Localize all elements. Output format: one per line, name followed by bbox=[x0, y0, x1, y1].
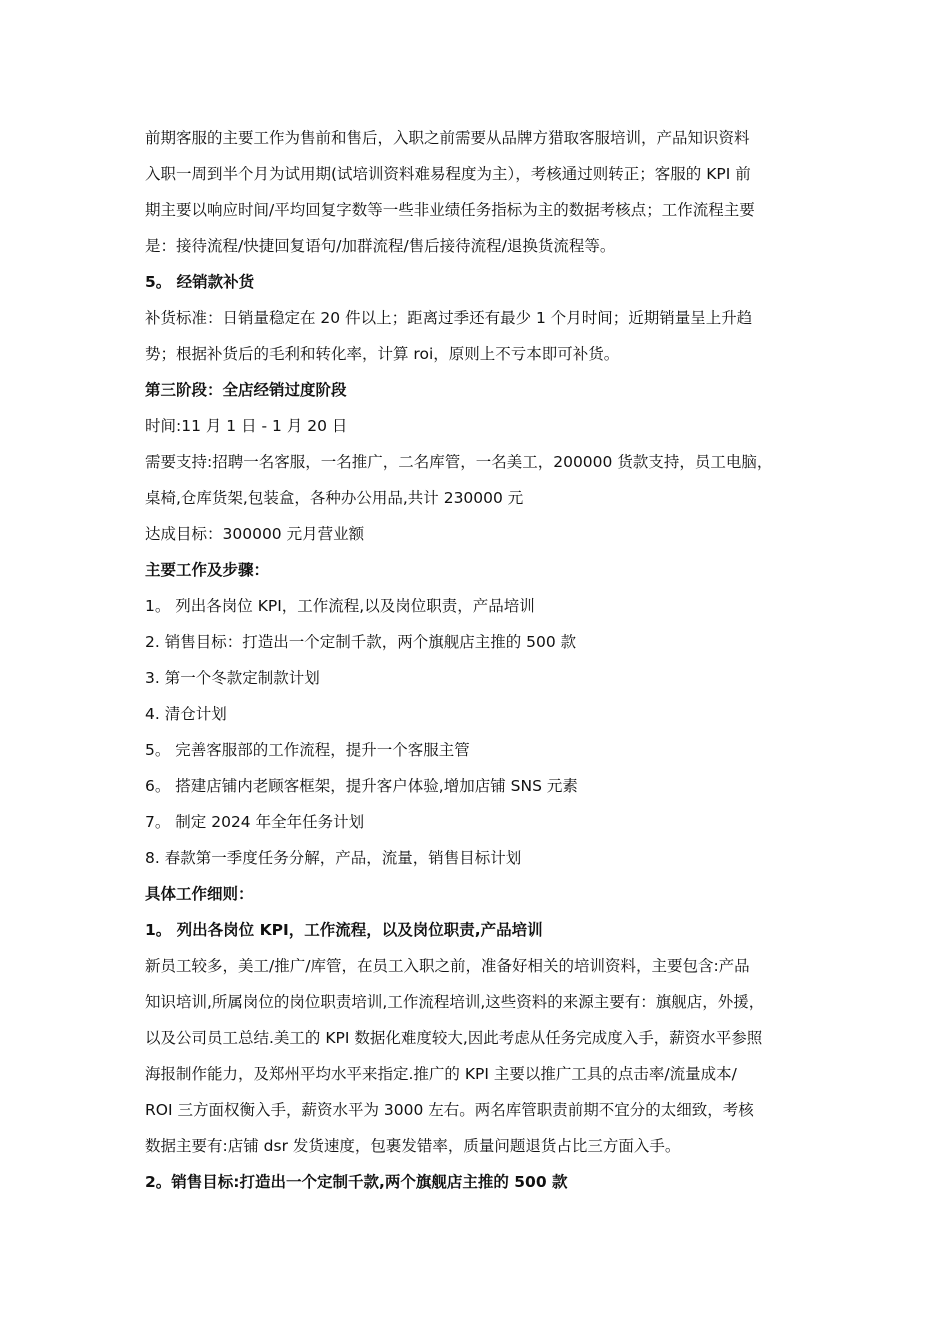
list-item: 4. 清仓计划 bbox=[145, 705, 227, 723]
text-line: 知识培训,所属岗位的岗位职责培训,工作流程培训,这些资料的来源主要有：旗舰店，外援， bbox=[145, 993, 765, 1011]
text-line: 前期客服的主要工作为售前和售后，入职之前需要从品牌方猎取客服培训，产品知识资料 bbox=[145, 129, 750, 147]
section-heading: 具体工作细则： bbox=[145, 885, 254, 903]
list-item: 7。 制定 2024 年全年任务计划 bbox=[145, 813, 365, 831]
document-page bbox=[145, 124, 825, 1204]
text-line: 桌椅,仓库货架,包装盒，各种办公用品,共计 230000 元 bbox=[145, 489, 524, 507]
section-heading: 主要工作及步骤： bbox=[145, 561, 270, 579]
text-line: 海报制作能力，及郑州平均水平来指定.推广的 KPI 主要以推广工具的点击率/流量成本/ bbox=[145, 1065, 737, 1083]
list-item: 3. 第一个冬款定制款计划 bbox=[145, 669, 320, 687]
text-line: 时间:11 月 1 日 - 1 月 20 日 bbox=[145, 417, 348, 435]
text-line: 期主要以响应时间/平均回复字数等一些非业绩任务指标为主的数据考核点；工作流程主要 bbox=[145, 201, 755, 219]
text-line: 补货标准：日销量稳定在 20 件以上；距离过季还有最少 1 个月时间；近期销量呈上升趋 bbox=[145, 309, 753, 327]
section-heading: 5。 经销款补货 bbox=[145, 273, 255, 291]
list-item: 2. 销售目标：打造出一个定制千款，两个旗舰店主推的 500 款 bbox=[145, 633, 577, 651]
text-line: 入职一周到半个月为试用期(试培训资料难易程度为主），考核通过则转正；客服的 KPI 前 bbox=[145, 165, 751, 183]
section-heading: 第三阶段：全店经销过度阶段 bbox=[145, 381, 347, 399]
section-heading: 2。销售目标:打造出一个定制千款,两个旗舰店主推的 500 款 bbox=[145, 1173, 568, 1191]
text-line: 新员工较多，美工/推广/库管，在员工入职之前，准备好相关的培训资料，主要包含:产品 bbox=[145, 957, 750, 975]
section-heading: 1。 列出各岗位 KPI，工作流程，以及岗位职责,产品培训 bbox=[145, 921, 543, 939]
list-item: 8. 春款第一季度任务分解，产品，流量，销售目标计划 bbox=[145, 849, 522, 867]
text-line: 是：接待流程/快捷回复语句/加群流程/售后接待流程/退换货流程等。 bbox=[145, 237, 616, 255]
text-line: 以及公司员工总结.美工的 KPI 数据化难度较大,因此考虑从任务完成度入手，薪资水平参照 bbox=[145, 1029, 763, 1047]
text-line: 需要支持:招聘一名客服，一名推广，二名库管，一名美工，200000 货款支持，员工电脑， bbox=[145, 453, 773, 471]
text-line: ROI 三方面权衡入手，薪资水平为 3000 左右。两名库管职责前期不宜分的太细致，考核 bbox=[145, 1101, 754, 1119]
text-line: 达成目标：300000 元月营业额 bbox=[145, 525, 365, 543]
list-item: 5。 完善客服部的工作流程，提升一个客服主管 bbox=[145, 741, 470, 759]
list-item: 1。 列出各岗位 KPI，工作流程,以及岗位职责，产品培训 bbox=[145, 597, 535, 615]
text-line: 数据主要有:店铺 dsr 发货速度，包裹发错率，质量问题退货占比三方面入手。 bbox=[145, 1137, 681, 1155]
text-line: 势；根据补货后的毛利和转化率，计算 roi，原则上不亏本即可补货。 bbox=[145, 345, 620, 363]
list-item: 6。 搭建店铺内老顾客框架，提升客户体验,增加店铺 SNS 元素 bbox=[145, 777, 578, 795]
